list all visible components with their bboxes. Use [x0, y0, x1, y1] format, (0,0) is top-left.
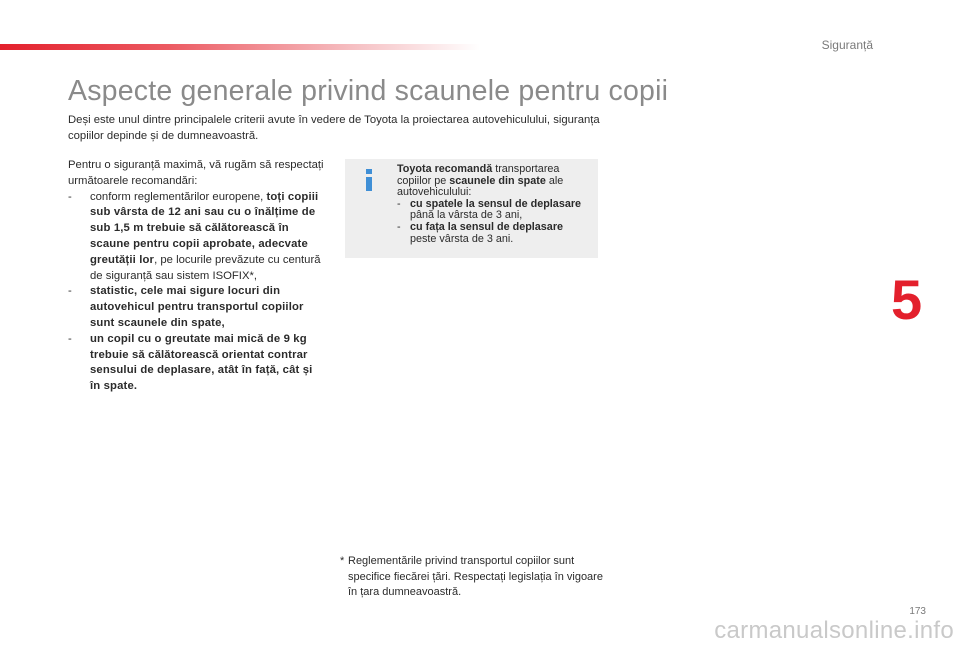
list-dash: -: [397, 197, 401, 210]
info-box-bold: scaunele din spate: [449, 174, 546, 187]
list-item-text: peste vârsta de 3 ani.: [410, 232, 514, 245]
list-item-text: conform reglementărilor europene,: [90, 190, 267, 203]
list-dash: -: [68, 332, 72, 345]
list-item: [68, 284, 326, 331]
intro-paragraph: Deși este unul dintre principalele criterii avute în vedere de Toyota la proiectarea autovehiculului, siguranța copiilor depinde și de dumneavoastră.: [68, 114, 600, 142]
list-item-bold: statistic, cele mai sigure locuri din autovehicul pentru transportul copiilor sunt scaunele din spate,: [90, 285, 304, 329]
list-item-text: , pe locurile prevăzute cu centură de siguranță sau sistem ISOFIX*,: [90, 253, 321, 282]
list-item-text: până la vârsta de 3 ani,: [410, 209, 523, 222]
info-box-list: [397, 199, 592, 245]
info-box-span: ale autovehiculului:: [397, 174, 564, 199]
info-icon: [360, 169, 378, 191]
page-title: Aspecte generale privind scaunele pentru copii: [68, 75, 669, 107]
list-item-bold: cu spatele la sensul de deplasare: [410, 197, 582, 210]
info-box-bold: Toyota recomandă: [397, 163, 493, 175]
info-box-span: transportarea copiilor pe: [397, 163, 560, 187]
watermark[interactable]: carmanualsonline.info: [714, 617, 954, 644]
list-dash: -: [68, 190, 72, 203]
footnote-text: Reglementările privind transportul copiilor sunt specifice fiecărei țări. Respectați legislația în vigoare în țara dumneavoastră.: [348, 555, 603, 599]
list-item: [68, 332, 326, 395]
list-item-bold: un copil cu o greutate mai mică de 9 kg trebuie să călătorească orientat contrar sensului de deplasare, atât în față, cât și în spate.: [90, 332, 313, 393]
list-item: [68, 190, 326, 285]
chapter-number: 5: [891, 268, 923, 331]
info-box-text: [397, 164, 592, 199]
list-dash: -: [397, 220, 401, 233]
footnote: [340, 554, 610, 601]
info-box: [345, 159, 598, 258]
header-accent-bar: [0, 44, 480, 50]
recommendations-lead: Pentru o siguranță maximă, vă rugăm să respectați următoarele recomandări:: [68, 159, 324, 187]
page-number: 173: [909, 606, 926, 617]
list-item: [397, 222, 592, 245]
recommendations-list: [68, 190, 326, 395]
list-item: [397, 199, 592, 222]
list-item-bold: cu fața la sensul de deplasare: [410, 220, 564, 233]
list-item-bold: toți copiii sub vârsta de 12 ani sau cu o înălțime de sub 1,5 m trebuie să călătorească în scaune pentru copii aprobate, adecvate greutății lor: [90, 190, 319, 266]
recommendations-column: [68, 158, 326, 395]
list-dash: -: [68, 285, 72, 298]
section-label: Siguranță: [821, 38, 873, 52]
footnote-marker: *: [340, 555, 345, 567]
